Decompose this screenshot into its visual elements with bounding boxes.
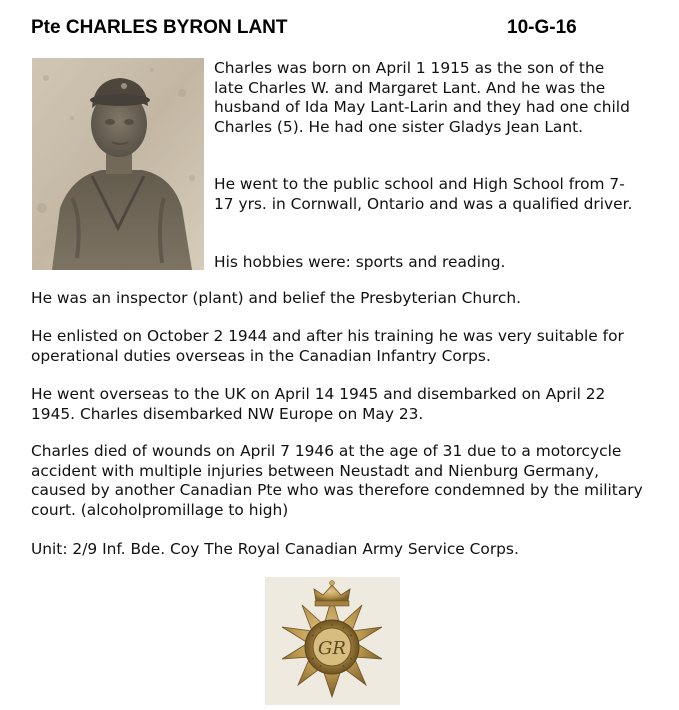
grave-reference: 10-G-16 [507,17,577,38]
cap-badge-icon [265,577,400,705]
svg-text:GR: GR [318,638,346,659]
page-title: Pte CHARLES BYRON LANT [31,17,288,38]
bio-paragraph-enlistment: He enlisted on October 2 1944 and after his training he was very suitable for operational duties overseas in the Canadian Infantry Corps. [31,327,624,365]
bio-paragraph-hobbies: His hobbies were: sports and reading. [214,253,506,271]
bio-paragraph-occupation: He was an inspector (plant) and belief the Presbyterian Church. [31,289,521,307]
bio-paragraph-death: Charles died of wounds on April 7 1946 at the age of 31 due to a motorcycle accident with multiple injuries between Neustadt and Nienburg Germany, caused by another Canadian Pte who was therefore condemned by the military court. (alcoholpromillage to high) [31,442,643,519]
bio-paragraph-school: He went to the public school and High School from 7-17 yrs. in Cornwall, Ontario and was a qualified driver. [214,175,633,213]
bio-paragraph-birth: Charles was born on April 1 1915 as the son of the late Charles W. and Margaret Lant. And he was the husband of Ida May Lant-Larin and they had one child Charles (5). He had one sister Gladys Jean Lant. [214,59,630,136]
portrait-photo [32,58,204,270]
bio-paragraph-unit: Unit: 2/9 Inf. Bde. Coy The Royal Canadian Army Service Corps. [31,540,519,558]
bio-paragraph-overseas: He went overseas to the UK on April 14 1945 and disembarked on April 22 1945. Charles disembarked NW Europe on May 23. [31,385,606,423]
